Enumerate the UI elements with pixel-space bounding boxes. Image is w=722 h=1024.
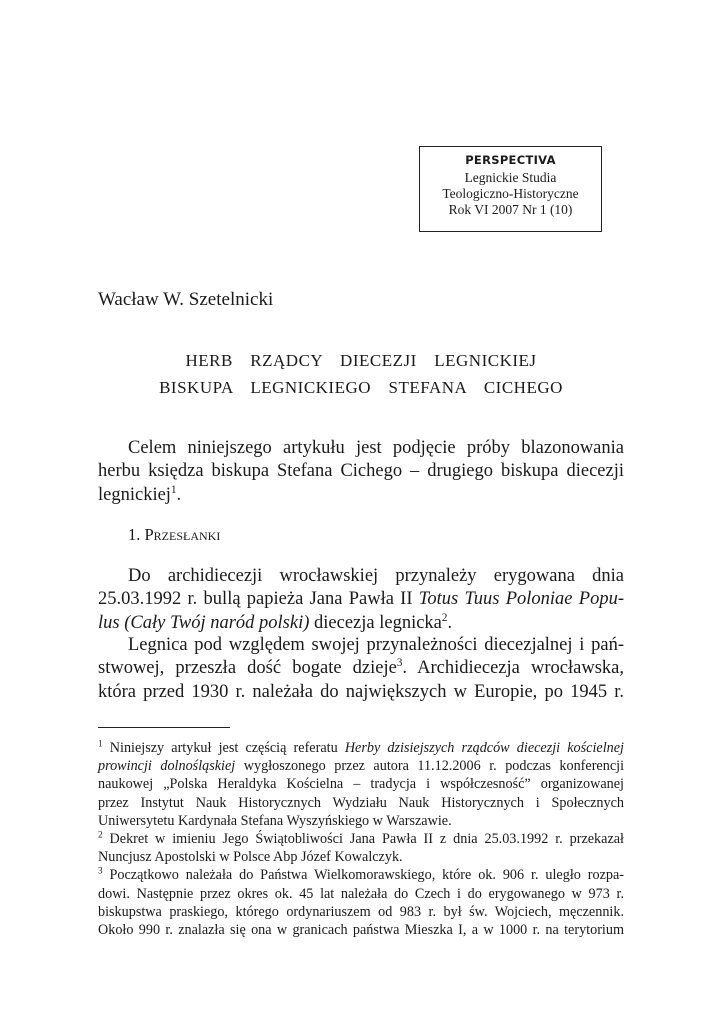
footnote-2-mark: 2 [98,829,103,840]
journal-info-box [419,146,602,232]
footnote-ref-3[interactable]: 3 [396,657,403,670]
footnote-3-mark: 3 [98,865,103,876]
para1-line-2 [98,588,624,611]
intro-line-3-end: . [176,484,182,505]
footnote-3-line-2: dowi. Następnie przez okres ok. 45 lat należała do Czech i do erygowanego w 973 r. [98,885,624,902]
para2-line-3: która przed 1930 r. należała do największych w Europie, po 1945 r. [98,681,624,702]
article-title-line-2: BISKUPA LEGNICKIEGO STEFANA CICHEGO [159,378,563,397]
footnote-1-mark: 1 [98,738,103,749]
journal-subtitle-line-2: Teologiczno-Historyczne [442,186,579,201]
section-number: 1. [128,525,145,544]
footnote-3-line-1 [98,866,624,884]
footnote-3-line-3: biskupstwa praskiego, którego ordynariuszem od 983 r. był św. Wojciech, męczennik. [98,903,624,920]
footnote-1-line-3: naukowej „Polska Heraldyka Kościelna – tradycja i współczesność” organizowanej [98,776,624,793]
intro-paragraph [98,437,624,507]
para1-line-3-text: diecezja legnicka [309,612,442,633]
footnote-1-text-a: Niniejszy artykuł jest częścią referatu [102,740,345,756]
para1-line-3-end: . [447,612,453,633]
footnote-3-text: Początkowo należała do Państwa Wielkomorawskiego, które ok. 906 r. uległo rozpa- [102,867,624,884]
para2-line-2-text-b: . Archidiecezja wrocławska, [402,658,624,679]
footnote-ref-1[interactable]: 1 [170,483,177,496]
footnote-1-line-5: Uniwersytetu Kardynała Stefana Wyszyńskiego w Warszawie. [98,812,452,829]
journal-issue: Rok VI 2007 Nr 1 (10) [448,202,573,217]
footnotes [98,739,624,939]
article-title-line-1: HERB RZĄDCY DIECEZJI LEGNICKIEJ [185,351,537,370]
footnote-1-line-1 [98,739,624,757]
para2-line-2 [98,657,624,680]
section-title: Przesłanki [144,525,221,544]
paragraph-1 [98,565,624,635]
footnote-1-text-b: wygłoszonego przez autora 11.12.2006 r. podczas konferencji [235,758,625,775]
footnote-divider [98,727,230,728]
footnote-1-line-2 [98,757,624,775]
intro-line-2: herbu księdza biskupa Stefana Cichego – drugiego biskupa diecezji [98,461,624,482]
footnote-1-line-4: przez Instytut Nauk Historycznych Wydziału Nauk Historycznych i Społecznych [98,794,624,811]
footnote-3-line-4: Około 990 r. znalazła się ona w granicach państwa Mieszka I, a w 1000 r. na terytorium [98,922,624,939]
journal-subtitle-line-1: Legnickie Studia [464,170,557,185]
footnote-2-line-2: Nuncjusz Apostolski w Polsce Abp Józef Kowalczyk. [98,849,403,866]
para1-line-2-text: 25.03.1992 r. bullą papieża Jana Pawła II [98,589,419,610]
section-heading [128,525,220,545]
footnote-1-italic-b: prowincji dolnośląskiej [98,758,236,775]
para1-line-1: Do archidiecezji wrocławskiej przynależy erygowana dnia [128,566,624,586]
footnote-1-italic-a: Herby dzisiejszych rządców diecezji kościelnej [344,740,624,756]
footnote-2-line-1 [98,830,624,848]
paragraph-2 [98,634,624,704]
footnote-ref-2[interactable]: 2 [441,611,448,624]
author-name: Wacław W. Szetelnicki [98,289,274,310]
para2-line-1: Legnica pod względem swojej przynależności diecezjalnej i pań- [128,635,624,655]
journal-name: PERSPECTIVA [465,153,556,167]
para1-line-3-italic: lus (Cały Twój naród polski) [98,612,310,633]
intro-line-3-text: legnickiej [98,484,171,505]
para2-line-2-text-a: stwowej, przeszła dość bogate dzieje [98,658,397,679]
para1-line-3 [98,612,624,635]
footnote-2-text: Dekret w imieniu Jego Świątobliwości Jana Pawła II z dnia 25.03.1992 r. przekazał [102,831,624,848]
intro-line-1: Celem niniejszego artykułu jest podjęcie próby blazonowania [128,438,624,458]
para1-line-2-italic: Totus Tuus Poloniae Popu- [418,589,624,610]
intro-line-3 [98,484,624,507]
